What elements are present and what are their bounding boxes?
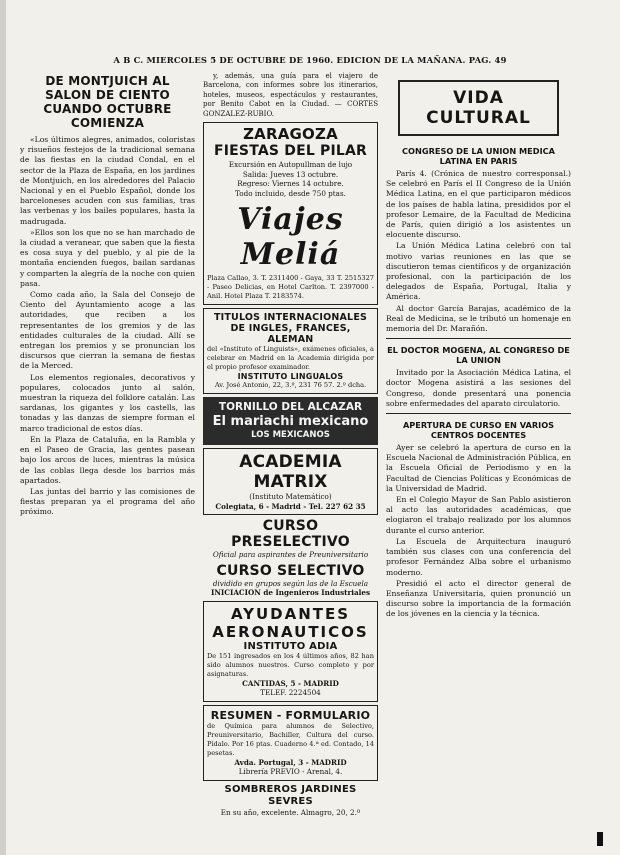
paragraph: Ayer se celebró la apertura de curso en la Escuela Nacional de Administración Pública, en la Escuela Oficial de Periodismo y en la Facultad de Ciencias Políticas y Económicas de la Universidad de Madrid. — [386, 443, 571, 493]
ad-alcazar-line2: El mariachi mexicano — [212, 414, 369, 430]
ad-matrix — [203, 448, 378, 515]
ad-resumen-text: de Química para alumnos de Selectivo, Preuniversitario, Bachiller, Cultura del curso. Pídalo. Por 16 ptas. Cuaderno 4.ª ed. Contado, 14 pesetas. — [207, 721, 374, 757]
divider — [386, 338, 571, 339]
paragraph: »Ellos son los que no se han marchado de la ciudad a veranear, que saben que la fiesta es cosa suya y del pueblo, y al pie de la montaña encienden fuegos, bailan sardanas y comparten la alegría de la noche con quien pasa. — [20, 227, 195, 288]
ad-sombreros-text: En su año, excelente. Almagro, 20, 2.º — [220, 807, 361, 817]
top-note: y, además, una guía para el viajero de Barcelona, con informes sobre los itinerarios, hoteles, museos, espectáculos y restaurantes, por Benito Cabot en la Ciudad. — CORTES GONZALEZ-RUBIO. — [203, 72, 378, 118]
paragraph: Las juntas del barrio y las comisiones de fiestas preparan ya el programa del año próximo. — [20, 486, 195, 517]
scan-edge-left — [0, 0, 6, 855]
paragraph: La Unión Médica Latina celebró con tal motivo varias reuniones en las que se discutieron temas científicos y de organización profesional, con la participación de los delegados de España, Portugal, Italia y América. — [386, 241, 571, 302]
ad-alcazar — [203, 397, 378, 445]
ad-matrix-sub: (Instituto Matemático) — [249, 492, 332, 502]
ad-alcazar-line1: TORNILLO DEL ALCAZAR — [218, 401, 363, 414]
ad-ayudantes-address: CANTIDAS, 5 - MADRID — [242, 678, 339, 688]
ad-resumen-dist: Librería PREVIO - Arenal, 4. — [238, 767, 343, 777]
ad-selectivo-bold: INICIACION de Ingenieros Industriales — [210, 588, 371, 598]
ad-alcazar-line3: LOS MEXICANOS — [251, 430, 330, 441]
ad-preselectivo-title: CURSO PRESELECTIVO — [231, 518, 350, 551]
headline-mogena: EL DOCTOR MOGENA, AL CONGRESO DE LA UNION — [387, 345, 570, 366]
paragraph: La Escuela de Arquitectura inauguró también sus clases con una conferencia del profesor Fernández Alba sobre el urbanismo moderno. — [386, 536, 571, 577]
ad-titulos-title: TITULOS INTERNACIONALES DE INGLES, FRANCES, ALEMAN — [213, 312, 368, 346]
page-header: A B C. MIERCOLES 5 DE OCTUBRE DE 1960. EDICION DE LA MAÑANA. PAG. 49 — [113, 55, 507, 65]
ad-ayudantes-text: De 151 ingresados en los 4 últimos años, 82 han sido alumnos nuestros. Curso completo y por asignaturas. — [207, 651, 374, 678]
ad-zaragoza-line: Todo incluido, desde 750 ptas. — [235, 188, 346, 198]
column-left — [20, 72, 195, 842]
ad-matrix-address: Colegiata, 6 - Madrid - Tel. 227 62 35 — [215, 501, 366, 511]
paragraph: En la Plaza de Cataluña, en la Rambla y en el Paseo de Gracia, las gentes pasean bajo los arcos de luces, mientras la música de las coblas llega desde los barrios más apartados. — [20, 434, 195, 485]
ad-selectivo — [203, 563, 378, 598]
headline-apertura: APERTURA DE CURSO EN VARIOS CENTROS DOCENTES — [402, 420, 555, 441]
ad-selectivo-title: CURSO SELECTIVO — [216, 562, 365, 579]
paragraph: Invitado por la Asociación Médica Latina, el doctor Mogena asistirá a las sesiones del Congreso, donde presentará una ponencia sobre enfermedades del aparato circulatorio. — [386, 368, 571, 408]
headline-montjuich: DE MONTJUICH AL SALON DE CIENTO CUANDO OCTUBRE COMIENZA — [43, 74, 172, 130]
ad-resumen-address: Avda. Portugal, 3 - MADRID — [234, 757, 347, 767]
ad-preselectivo-text: Oficial para aspirantes de Preuniversitario — [212, 550, 369, 560]
ad-titulos — [203, 308, 378, 394]
ad-matrix-title: ACADEMIA MATRIX — [239, 452, 342, 493]
paragraph: Los elementos regionales, decorativos y populares, colocados junto al salón, muestran la riqueza del folklore catalán. Las sardanas, los gigantes y los castells, las tonadas y las danzas de siempre forman el marco tradicional de estos días. — [20, 372, 195, 433]
ad-ayudantes-line3: INSTITUTO ADIA — [243, 640, 338, 652]
ad-resumen-title: RESUMEN - FORMULARIO — [210, 708, 371, 722]
column-right — [386, 72, 571, 842]
paragraph: Como cada año, la Sala del Consejo de Ciento del Ayuntamiento acoge a las autoridades, que reciben a los representantes de los gremios y de las entidades culturales de la ciudad. Allí se entregan los premios y se pronuncian los discursos que cierran la semana de fiestas de la Merced. — [20, 290, 195, 371]
column-middle — [203, 72, 378, 842]
divider — [386, 413, 571, 414]
ad-selectivo-text: dividido en grupos según las de la Escuela — [212, 578, 369, 588]
ad-zaragoza-line: Excursión en Autopullman de lujo — [228, 160, 353, 170]
ad-zaragoza — [203, 122, 378, 305]
ad-titulos-text: del «Instituto of Linguists», exámenes oficiales, a celebrar en Madrid en la Academia dirigida por el propio profesor examinador. — [207, 345, 374, 372]
ad-ayudantes-line2: AERONAUTICOS — [212, 622, 369, 641]
ad-zaragoza-title: ZARAGOZA — [243, 125, 338, 144]
headline-congreso: CONGRESO DE LA UNION MEDICA LATINA EN PARIS — [402, 146, 555, 166]
ad-preselectivo — [203, 518, 378, 560]
ad-zaragoza-subtitle: FIESTAS DEL PILAR — [213, 143, 368, 160]
paragraph: Al doctor García Barajas, académico de la Real de Medicina, se le tributó un homenaje en memoria del Dr. Marañón. — [386, 303, 571, 334]
scan-mark — [597, 832, 603, 846]
ad-sombreros — [203, 784, 378, 818]
paragraph: Presidió el acto el director general de Enseñanza Universitaria, quien pronunció un discurso sobre la importancia de la formación de los jóvenes en la ciencia y la técnica. — [386, 578, 571, 619]
section-title: VIDA CULTURAL — [398, 80, 559, 136]
paragraph: París 4. (Crónica de nuestro corresponsal.) Se celebró en París el II Congreso de la Unión Médica Latina, en el que participaron médicos de los países de habla latina, presididos por el profesor Lemaire, de la Facultad de Medicina de París, quien dirigió a los asistentes un elocuente discurso. — [386, 169, 571, 240]
ad-ayudantes-line1: AYUDANTES — [230, 604, 351, 623]
viajes-melia-logo: Viajes Meliá — [237, 202, 344, 273]
ad-zaragoza-addresses: Plaza Callao, 3. T. 2311400 - Gaya, 33 T. 2515327 - Paseo Delicias, en Hotel Carlton. T. 2397000 - Anil. Hotel Plaza T. 2183574. — [207, 274, 374, 301]
ad-ayudantes-phone: TELEF. 2224504 — [260, 688, 321, 698]
ad-ayudantes — [203, 601, 378, 702]
paragraph: En el Colegio Mayor de San Pablo asistieron al acto las autoridades académicas, que elogiaron el trabajo realizado por los alumnos durante el curso anterior. — [386, 495, 571, 535]
ad-sombreros-title: SOMBREROS JARDINES SEVRES — [224, 783, 357, 807]
ad-titulos-school: INSTITUTO LINGUALOS — [237, 372, 344, 382]
paragraph: «Los últimos alegres, animados, coloristas y risueños festejos de la tradicional semana de las fiestas en la ciudad Condal, en el sector de la Plaza de España, en los jardines de Montjuich, en los alrededores del Palacio Nacional y en el Pueblo Español, donde los barceloneses acuden con sus familias, tras las verbenas y los bailes populares, hasta la madrugada. — [20, 135, 195, 226]
ad-zaragoza-line: Regreso: Viernes 14 octubre. — [237, 179, 344, 189]
ad-titulos-address: Av. José Antonio, 22, 3.º, 231 76 57. 2.º dcha. — [214, 381, 367, 390]
ad-zaragoza-line: Salida: Jueves 13 octubre. — [242, 169, 339, 179]
ad-resumen — [203, 705, 378, 781]
